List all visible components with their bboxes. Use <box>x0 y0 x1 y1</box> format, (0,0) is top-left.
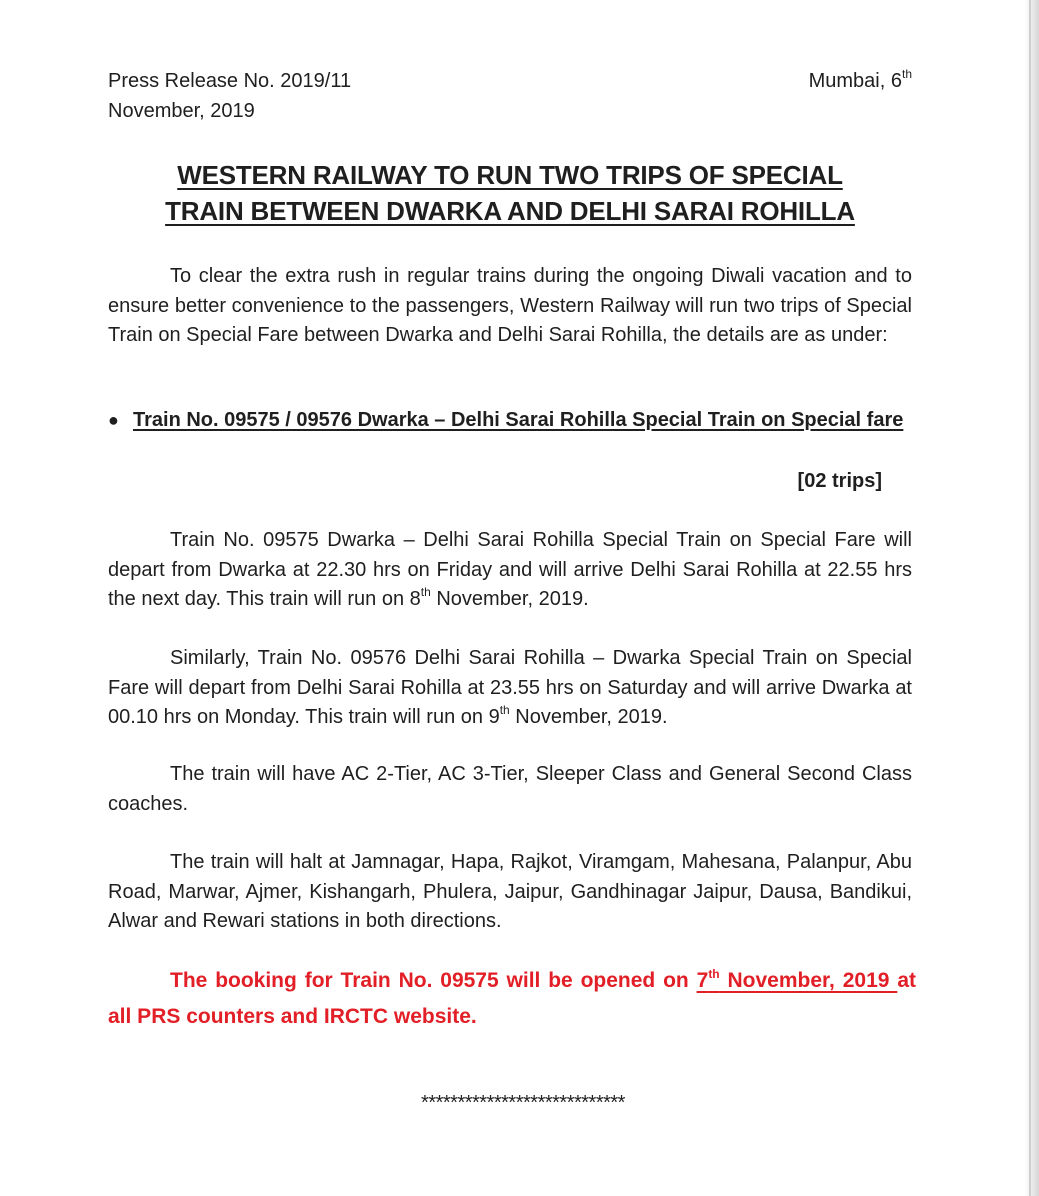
up-train-sup: th <box>499 703 510 718</box>
place-date <box>809 66 912 96</box>
booking-date-rest: November, 2019 <box>719 969 898 992</box>
place-date-sup: th <box>901 67 912 82</box>
place-date-text: Mumbai, 6 <box>808 70 902 92</box>
coaches-paragraph: The train will have AC 2-Tier, AC 3-Tier, Sleeper Class and General Second Class coaches. <box>108 763 912 815</box>
booking-date-sup: th <box>708 967 720 981</box>
bullet-icon: ● <box>108 410 119 430</box>
page-edge-line <box>1029 0 1031 1196</box>
up-train-text: Similarly, Train No. 09576 Delhi Sarai Rohilla – Dwarka Special Train on Special Fare will depart from Delhi Sarai Rohilla at 23.55 hrs on Saturday and will arrive Dwarka at 00.10 hrs on Monday. This train will run on 9 <box>108 647 912 728</box>
press-release-number: Press Release No. 2019/11 <box>108 70 352 92</box>
down-train-date: November, 2019. <box>430 588 589 610</box>
down-train-paragraph <box>108 526 912 615</box>
up-train-date: November, 2019. <box>509 706 668 728</box>
date-continued: November, 2019 <box>108 100 255 122</box>
booking-location: at all PRS counters and IRCTC website. <box>108 969 916 1028</box>
halts-paragraph: The train will halt at Jamnagar, Hapa, Rajkot, Viramgam, Mahesana, Palanpur, Abu Road, Marwar, Ajmer, Kishangarh, Phulera, Jaipur, Gandhinagar Jaipur, Dausa, Bandikui, Alwar and Rewari stations in both directions. <box>108 851 912 932</box>
booking-text: The booking for Train No. 09575 will be opened on <box>170 969 697 992</box>
booking-notice <box>108 963 916 1035</box>
up-train-paragraph <box>108 644 912 733</box>
booking-date-num: 7 <box>696 969 709 992</box>
title-line-1: WESTERN RAILWAY TO RUN TWO TRIPS OF SPECIAL <box>177 160 843 190</box>
page-title <box>108 157 912 229</box>
page-edge-shadow <box>1025 0 1039 1196</box>
intro-paragraph: To clear the extra rush in regular trains during the ongoing Diwali vacation and to ensure better convenience to the passengers, Western Railway will run two trips of Special Train on Special Fare between Dwarka and Delhi Sarai Rohilla, the details are as under: <box>108 265 912 346</box>
train-bullet <box>108 405 916 435</box>
end-marker: **************************** <box>421 1092 625 1114</box>
down-train-sup: th <box>420 585 431 600</box>
trips-count: [02 trips] <box>797 470 882 492</box>
booking-date <box>697 969 898 992</box>
train-bullet-text: Train No. 09575 / 09576 Dwarka – Delhi Sarai Rohilla Special Train on Special fare <box>133 409 904 431</box>
down-train-text: Train No. 09575 Dwarka – Delhi Sarai Rohilla Special Train on Special Fare will depart from Dwarka at 22.30 hrs on Friday and will arrive Delhi Sarai Rohilla at 22.55 hrs the next day. This train will run on 8 <box>108 529 912 610</box>
title-line-2: TRAIN BETWEEN DWARKA AND DELHI SARAI ROHILLA <box>165 196 855 226</box>
